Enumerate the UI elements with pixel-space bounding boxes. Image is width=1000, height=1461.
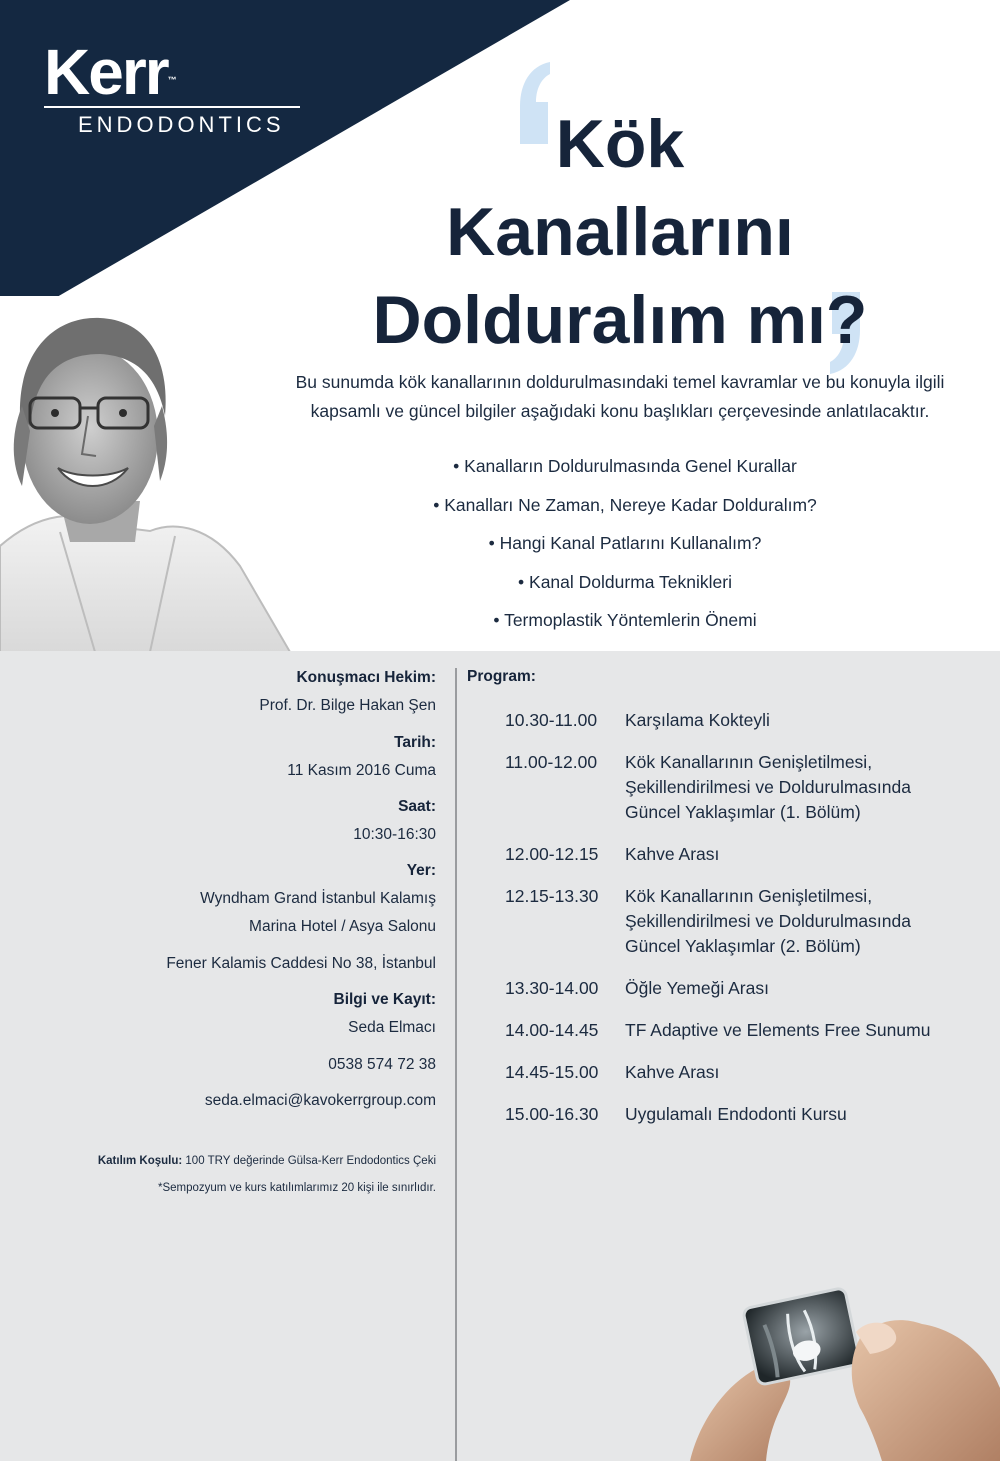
venue-address: Fener Kalamis Caddesi No 38, İstanbul	[166, 955, 436, 972]
session-title: Öğle Yemeği Arası	[625, 978, 769, 998]
speaker-label: Konuşmacı Hekim:	[296, 669, 436, 686]
participation-condition	[98, 1155, 436, 1167]
program-heading: Program:	[467, 668, 536, 685]
session-title: TF Adaptive ve Elements Free Sunumu	[625, 1020, 931, 1040]
session-time: 12.15-13.30	[505, 886, 599, 906]
schedule-row	[505, 750, 985, 825]
venue-label: Yer:	[406, 862, 436, 879]
event-headline	[330, 100, 910, 364]
session-time: 15.00-16.30	[505, 1104, 599, 1124]
schedule-row	[505, 708, 985, 733]
date-label: Tarih:	[394, 734, 436, 751]
contact-name: Seda Elmacı	[348, 1019, 436, 1036]
column-divider	[455, 668, 457, 1461]
capacity-note: *Sempozyum ve kurs katılımlarımız 20 kişi ile sınırlıdır.	[158, 1182, 436, 1194]
topic-list	[320, 452, 930, 645]
event-date: 11 Kasım 2016 Cuma	[287, 762, 436, 779]
headline-line: Dolduralım mı?	[372, 282, 868, 358]
venue-line: Marina Hotel / Asya Salonu	[249, 918, 436, 935]
schedule-row	[505, 842, 985, 867]
intro-line: kapsamlı ve güncel bilgiler aşağıdaki konu başlıkları çerçevesinde anlatılacaktır.	[310, 401, 930, 421]
schedule-row	[505, 976, 985, 1001]
session-time: 14.00-14.45	[505, 1020, 599, 1040]
session-time: 13.30-14.00	[505, 978, 599, 998]
intro-paragraph	[260, 368, 980, 426]
session-time: 12.00-12.15	[505, 844, 599, 864]
session-title: Kök Kanallarının Genişletilmesi, Şekillendirilmesi ve Doldurulmasında Güncel Yaklaşımlar (2. Bölüm)	[625, 886, 911, 956]
topic-item: • Hangi Kanal Patlarını Kullanalım?	[320, 529, 930, 568]
contact-email: seda.elmaci@kavokerrgroup.com	[204, 1092, 436, 1109]
session-title: Karşılama Kokteyli	[625, 710, 770, 730]
contact-label: Bilgi ve Kayıt:	[333, 991, 436, 1008]
logo-wordmark: Kerr™	[44, 36, 177, 108]
event-time: 10:30-16:30	[353, 826, 436, 843]
topic-item: • Kanal Doldurma Teknikleri	[320, 568, 930, 607]
kerr-endodontics-logo	[44, 36, 304, 138]
session-title: Kahve Arası	[625, 844, 720, 864]
schedule-row	[505, 1018, 985, 1043]
session-title: Kök Kanallarının Genişletilmesi, Şekillendirilmesi ve Doldurulmasında Güncel Yaklaşımlar (1. Bölüm)	[625, 752, 911, 822]
venue-line: Wyndham Grand İstanbul Kalamış	[200, 890, 436, 907]
fee-label: Katılım Koşulu:	[97, 1155, 183, 1167]
fee-text: 100 TRY değerinde Gülsa-Kerr Endodontics Çeki	[185, 1155, 436, 1167]
headline-line: Kanallarını	[446, 194, 794, 270]
topic-item: • Kanalları Ne Zaman, Nereye Kadar Dolduralım?	[320, 491, 930, 530]
contact-phone: 0538 574 72 38	[328, 1056, 436, 1073]
session-time: 10.30-11.00	[505, 710, 598, 730]
time-label: Saat:	[398, 798, 436, 815]
intro-line: Bu sunumda kök kanallarının doldurulmasındaki temel kavramlar ve bu konuyla ilgili	[295, 372, 945, 392]
speaker-portrait	[0, 296, 300, 652]
schedule-row	[505, 1060, 985, 1085]
speaker-name: Prof. Dr. Bilge Hakan Şen	[259, 697, 436, 714]
logo-division: ENDODONTICS	[78, 112, 285, 137]
session-time: 11.00-12.00	[505, 752, 598, 772]
dental-xray-image	[670, 1268, 1000, 1461]
schedule-row	[505, 884, 985, 959]
topic-item: • Kanalların Doldurulmasında Genel Kurallar	[320, 452, 930, 491]
topic-item: • Termoplastik Yöntemlerin Önemi	[320, 606, 930, 645]
session-time: 14.45-15.00	[505, 1062, 599, 1082]
headline-line: Kök	[555, 106, 685, 182]
schedule-row	[505, 1102, 985, 1127]
session-title: Kahve Arası	[625, 1062, 720, 1082]
session-title: Uygulamalı Endodonti Kursu	[625, 1104, 847, 1124]
